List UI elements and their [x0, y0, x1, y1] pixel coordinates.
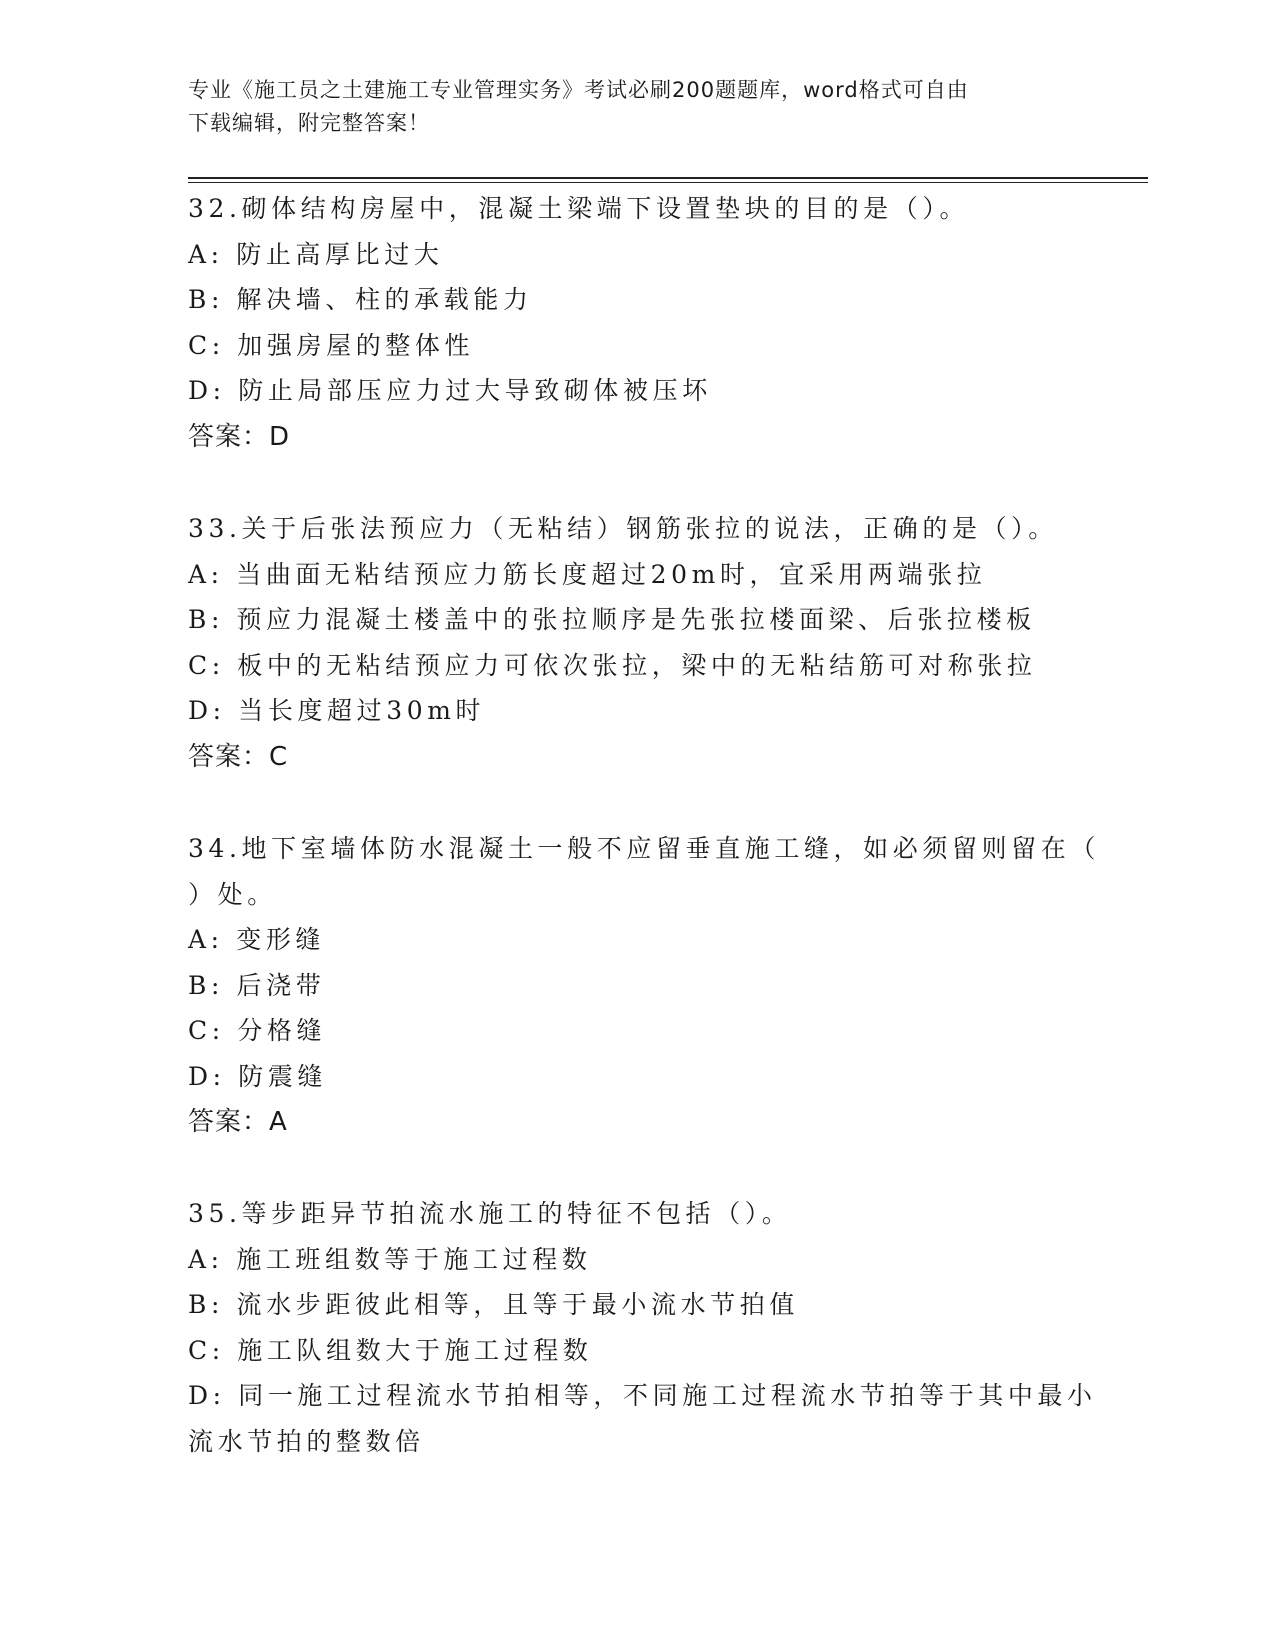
- option-d-continued: 流水节拍的整数倍: [188, 1426, 425, 1456]
- option-a: A: 防止高厚比过大: [188, 239, 444, 269]
- option-c: C: 板中的无粘结预应力可依次张拉，梁中的无粘结筋可对称张拉: [188, 650, 1037, 680]
- header-divider-thick: [188, 177, 1148, 179]
- question-stem: 35.等步距异节拍流水施工的特征不包括（）。: [188, 1199, 792, 1228]
- question-32: [188, 186, 1088, 460]
- question-stem: 34.地下室墙体防水混凝土一般不应留垂直施工缝，如必须留则留在（: [188, 834, 1100, 863]
- answer-label: 答案：C: [188, 741, 289, 772]
- question-35: [188, 1191, 1097, 1464]
- option-b: B: 预应力混凝土楼盖中的张拉顺序是先张拉楼面梁、后张拉楼板: [188, 605, 1036, 634]
- option-d: D: 防止局部压应力过大导致砌体被压坏: [188, 376, 712, 405]
- option-b: B: 解决墙、柱的承载能力: [188, 285, 533, 314]
- option-b: B: 流水步距彼此相等，且等于最小流水节拍值: [188, 1290, 799, 1319]
- answer-label: 答案：A: [188, 1107, 288, 1137]
- option-a: A: 变形缝: [188, 925, 326, 954]
- option-d: D: 当长度超过30m时: [188, 696, 486, 725]
- header-line-1: 专业《施工员之土建施工专业管理实务》考试必刷200题题库，word格式可自由: [188, 78, 969, 102]
- option-c: C: 加强房屋的整体性: [188, 330, 475, 360]
- option-d: D: 防震缝: [188, 1061, 328, 1091]
- question-stem: 33.关于后张法预应力（无粘结）钢筋张拉的说法，正确的是（）。: [188, 514, 1058, 543]
- question-34: [188, 826, 1100, 1145]
- option-c: C: 分格缝: [188, 1016, 327, 1045]
- option-d: D: 同一施工过程流水节拍相等，不同施工过程流水节拍等于其中最小: [188, 1381, 1097, 1410]
- option-c: C: 施工队组数大于施工过程数: [188, 1335, 593, 1365]
- header-line-2: 下载编辑，附完整答案！: [188, 111, 430, 135]
- question-33: [188, 506, 1088, 780]
- option-a: A: 当曲面无粘结预应力筋长度超过20m时，宜采用两端张拉: [188, 559, 987, 589]
- document-header: [188, 74, 1068, 140]
- question-stem-continued: ）处。: [188, 879, 277, 909]
- option-a: A: 施工班组数等于施工过程数: [188, 1244, 592, 1274]
- option-b: B: 后浇带: [188, 970, 326, 1000]
- question-stem: 32.砌体结构房屋中，混凝土梁端下设置垫块的目的是（）。: [188, 194, 970, 223]
- answer-label: 答案：D: [188, 421, 291, 452]
- header-divider-thin: [188, 182, 1148, 183]
